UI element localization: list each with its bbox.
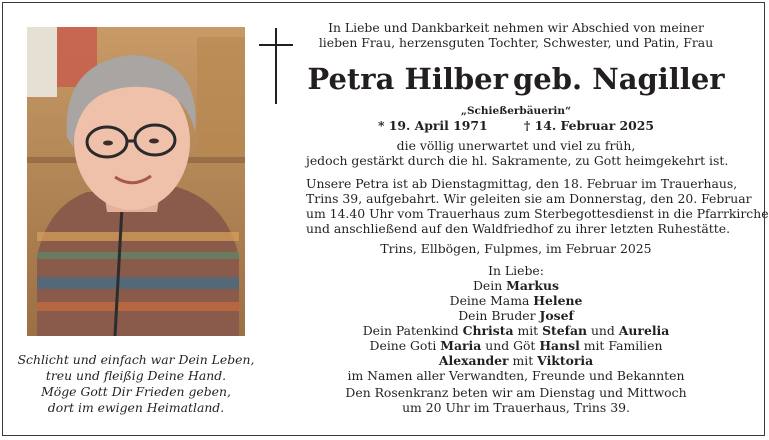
portrait-illustration [27,27,245,336]
rosary-line: Den Rosenkranz beten wir am Dienstag und Mittwoch [345,385,687,400]
mourner-name: Aurelia [618,323,670,338]
deceased-name [306,62,726,96]
mourner-text: Dein Bruder [458,308,540,323]
cross-icon [259,28,293,104]
mourners-heading: In Liebe: [488,263,544,278]
mourner-text: mit [513,323,543,338]
mourner-name: Markus [506,278,559,293]
rosary-info [306,385,726,415]
mourner-name: Stefan [542,323,588,338]
mourners-list [306,263,726,383]
passing-line: die völlig unerwartet und viel zu früh, [396,138,636,153]
portrait-photo [27,27,245,336]
intro-line: In Liebe und Dankbarkeit nehmen wir Abschied von meiner [328,20,704,35]
mourner-text: Deine Goti [369,338,441,353]
mourner-name: Viktoria [537,353,594,368]
mourner-name: Helene [533,293,583,308]
name-main: Petra Hilber [307,62,508,96]
mourner-name: Josef [539,308,574,323]
mourner-text: mit [508,353,538,368]
intro-line: lieben Frau, herzensguten Tochter, Schwester, und Patin, Frau [318,35,714,50]
rosary-line: um 20 Uhr im Trauerhaus, Trins 39. [402,400,630,415]
mourner-line [306,353,726,368]
intro-text [306,20,726,50]
funeral-line: um 14.40 Uhr vom Trauerhaus zum Sterbegottesdienst in die Pfarrkirche [306,206,769,221]
mourner-text: und [587,323,619,338]
mourner-line [306,278,726,293]
place-date: Trins, Ellbögen, Fulpmes, im Februar 2025 [380,241,652,256]
life-dates [306,115,726,134]
birth-date: * 19. April 1971 [377,118,488,133]
mourner-line [306,308,726,323]
verse-line: Möge Gott Dir Frieden geben, [41,384,231,399]
verse-line: dort im ewigen Heimatland. [47,400,225,415]
mourner-name: Alexander [438,353,509,368]
funeral-info [306,176,769,236]
verse-line: Schlicht und einfach war Dein Leben, [17,352,255,367]
funeral-line: und anschließend auf den Waldfriedhof zu ihrer letzten Ruhestätte. [306,221,731,236]
passing-text [306,138,729,168]
mourner-text: Deine Mama [449,293,534,308]
mourner-line [306,323,726,338]
mourner-line [306,338,726,353]
mourner-name: Maria [440,338,482,353]
mourner-text: mit Familien [579,338,663,353]
nickname: „Schießerbäuerin“ [460,105,572,117]
funeral-line: Trins 39, aufgebahrt. Wir geleiten sie am Donnerstag, den 20. Februar [306,191,752,206]
verse-line: treu und fleißig Deine Hand. [45,368,227,383]
death-date: † 14. Februar 2025 [523,118,655,133]
mourner-text: und Göt [481,338,540,353]
mourner-name: Hansl [539,338,580,353]
passing-line: jedoch gestärkt durch die hl. Sakramente, zu Gott heimgekehrt ist. [306,153,729,168]
mourner-text: Dein Patenkind [362,323,463,338]
mourner-line [306,293,726,308]
memorial-verse [14,352,258,416]
mourner-text: Dein [473,278,507,293]
funeral-line: Unsere Petra ist ab Dienstagmittag, den 18. Februar im Trauerhaus, [306,176,738,191]
place-date-row [306,241,726,256]
mourner-line: im Namen aller Verwandten, Freunde und Bekannten [347,368,685,383]
name-born: geb. Nagiller [513,62,725,96]
mourner-name: Christa [462,323,514,338]
